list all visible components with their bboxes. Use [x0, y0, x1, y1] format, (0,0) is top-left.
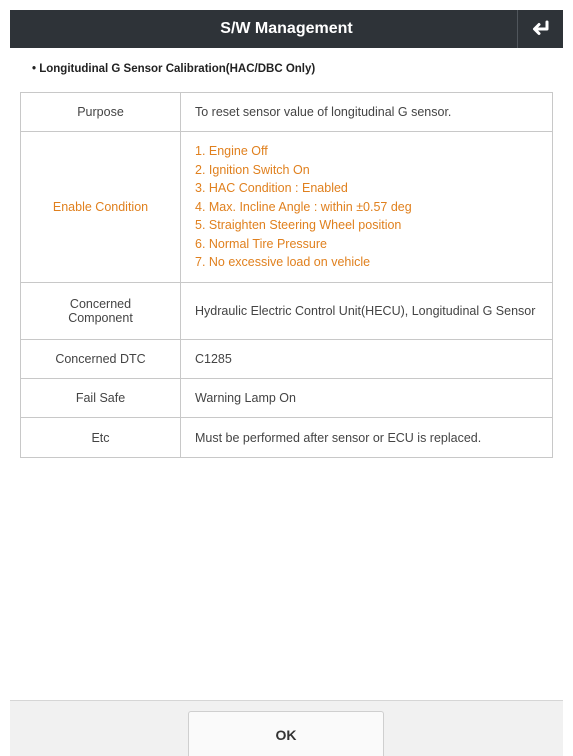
section-title: • Longitudinal G Sensor Calibration(HAC/DBC Only): [32, 63, 316, 75]
table-row-etc: [21, 418, 553, 458]
condition-line: 7. No excessive load on vehicle: [195, 255, 371, 270]
row-key: Fail Safe: [21, 379, 181, 418]
row-value: C1285: [181, 340, 553, 379]
condition-line: 5. Straighten Steering Wheel position: [195, 218, 402, 233]
row-key: Concerned DTC: [21, 340, 181, 379]
back-button[interactable]: [517, 10, 563, 48]
ok-button[interactable]: OK: [188, 711, 384, 756]
row-key: Enable Condition: [21, 132, 181, 283]
table-row-concerned-dtc: [21, 340, 553, 379]
table-row-purpose: [21, 93, 553, 132]
return-arrow-icon: [531, 20, 551, 38]
row-value: Must be performed after sensor or ECU is replaced.: [181, 418, 553, 458]
row-key: Etc: [21, 418, 181, 458]
footer-bar: [10, 700, 563, 756]
condition-line: 6. Normal Tire Pressure: [195, 236, 327, 251]
condition-line: 3. HAC Condition : Enabled: [195, 181, 348, 196]
page-title: S/W Management: [220, 20, 353, 37]
table-row-enable-condition: [21, 132, 553, 283]
row-key: Purpose: [21, 93, 181, 132]
title-bar: [10, 10, 563, 48]
row-key: Concerned Component: [21, 283, 181, 340]
condition-line: 2. Ignition Switch On: [195, 162, 310, 177]
row-value: Warning Lamp On: [181, 379, 553, 418]
info-table: [20, 92, 553, 458]
table-row-concerned-component: [21, 283, 553, 340]
table-row-fail-safe: [21, 379, 553, 418]
row-value: [181, 132, 553, 283]
condition-line: 4. Max. Incline Angle : within ±0.57 deg: [195, 199, 412, 214]
condition-line: 1. Engine Off: [195, 144, 268, 159]
row-value: To reset sensor value of longitudinal G sensor.: [181, 93, 553, 132]
row-value: Hydraulic Electric Control Unit(HECU), Longitudinal G Sensor: [181, 283, 553, 340]
